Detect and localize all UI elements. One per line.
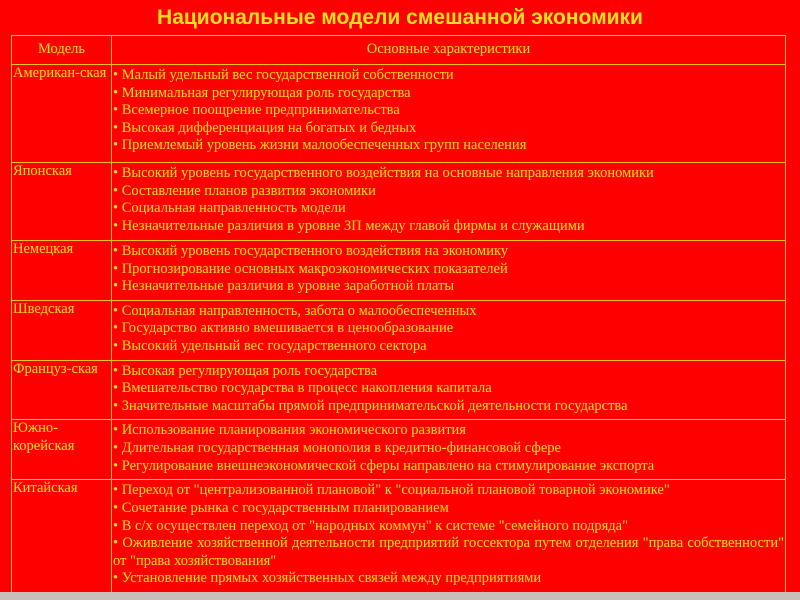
list-item: • В с/х осуществлен переход от "народных коммун" к системе "семейного подряда" bbox=[113, 517, 629, 534]
characteristics-list bbox=[113, 163, 784, 239]
characteristics-list bbox=[113, 241, 784, 300]
characteristics-cell bbox=[112, 65, 786, 163]
list-item: • Оживление хозяйственной деятельности предприятий госсектора путем отделения "права собственности" от "права хозяйствования" bbox=[113, 535, 784, 569]
model-name: Шведская bbox=[12, 300, 112, 360]
characteristics-list bbox=[113, 420, 784, 479]
list-item: • Высокий удельный вес государственного сектора bbox=[113, 337, 427, 354]
list-item: • Минимальная регулирующая роль государства bbox=[113, 84, 411, 101]
list-item: • Социальная направленность модели bbox=[113, 200, 346, 217]
table-row bbox=[12, 163, 786, 241]
list-item: • Незначительные различия в уровне ЗП между главой фирмы и служащими bbox=[113, 217, 585, 234]
list-item: • Малый удельный вес государственной собственности bbox=[113, 67, 454, 83]
list-item: • Составление планов развития экономики bbox=[113, 182, 376, 199]
list-item: • Социальная направленность, забота о малообеспеченных bbox=[113, 302, 477, 319]
characteristics-list bbox=[113, 301, 784, 360]
list-item: • Регулирование внешнеэкономической сферы направлено на стимулирование экспорта bbox=[113, 457, 655, 474]
list-item: • Всемерное поощрение предпринимательства bbox=[113, 102, 400, 119]
model-name: Американ-ская bbox=[12, 65, 112, 163]
list-item: • Государство активно вмешивается в ценообразование bbox=[113, 320, 454, 337]
model-name: Китайская bbox=[12, 480, 112, 594]
model-name: Японская bbox=[12, 163, 112, 241]
list-item: • Использование планирования экономического развития bbox=[113, 422, 466, 439]
list-item: • Незначительные различия в уровне заработной платы bbox=[113, 278, 455, 295]
characteristics-cell bbox=[112, 163, 786, 241]
header-characteristics: Основные характеристики bbox=[112, 36, 786, 65]
characteristics-cell bbox=[112, 420, 786, 480]
header-model: Модель bbox=[12, 36, 112, 65]
characteristics-cell bbox=[112, 480, 786, 594]
list-item: • Приемлемый уровень жизни малообеспеченных групп населения bbox=[113, 137, 527, 154]
list-item: • Значительные масштабы прямой предпринимательской деятельности государства bbox=[113, 397, 628, 414]
list-item: • Сочетание рынка с государственным планированием bbox=[113, 499, 449, 516]
characteristics-list bbox=[113, 361, 784, 420]
characteristics-list bbox=[113, 480, 784, 592]
model-name: Немецкая bbox=[12, 241, 112, 301]
model-name: Француз-ская bbox=[12, 360, 112, 420]
list-item: • Высокий уровень государственного воздействия на основные направления экономики bbox=[113, 165, 654, 181]
table-row bbox=[12, 241, 786, 301]
list-item: • Высокий уровень государственного воздействия на экономику bbox=[113, 243, 509, 259]
table-row bbox=[12, 480, 786, 594]
table-header-row bbox=[12, 36, 786, 65]
bottom-band bbox=[0, 592, 800, 600]
list-item: • Длительная государственная монополия в кредитно-финансовой сфере bbox=[113, 439, 561, 456]
table-row bbox=[12, 420, 786, 480]
list-item: • Установление прямых хозяйственных связей между предприятиями bbox=[113, 570, 542, 587]
characteristics-cell bbox=[112, 241, 786, 301]
characteristics-cell bbox=[112, 300, 786, 360]
list-item: • Высокая регулирующая роль государства bbox=[113, 362, 378, 379]
characteristics-list bbox=[113, 65, 784, 159]
table-row bbox=[12, 360, 786, 420]
model-name: Южно-корейская bbox=[12, 420, 112, 480]
list-item: • Прогнозирование основных макроэкономических показателей bbox=[113, 260, 508, 277]
economy-models-table bbox=[11, 35, 786, 594]
slide-title: Национальные модели смешанной экономики bbox=[157, 6, 643, 29]
characteristics-cell bbox=[112, 360, 786, 420]
list-item: • Переход от "централизованной плановой" к "социальной плановой товарной экономике" bbox=[113, 482, 670, 499]
table-row bbox=[12, 65, 786, 163]
list-item: • Вмешательство государства в процесс накопления капитала bbox=[113, 380, 492, 397]
table-row bbox=[12, 300, 786, 360]
list-item: • Высокая дифференциация на богатых и бедных bbox=[113, 119, 417, 136]
